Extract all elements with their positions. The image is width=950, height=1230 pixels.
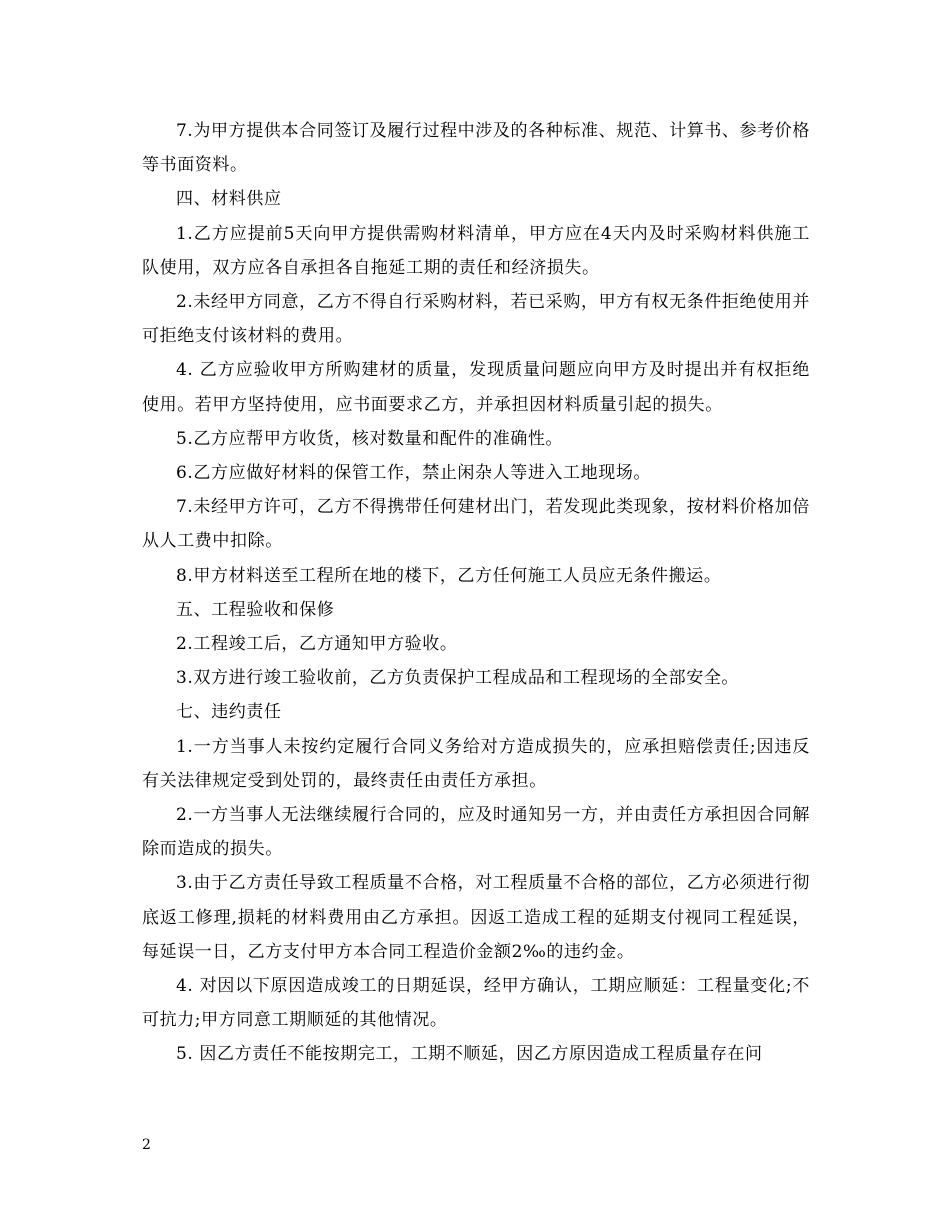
- paragraph-material-transport: 8.甲方材料送至工程所在地的楼下，乙方任何施工人员应无条件搬运。: [176, 565, 722, 586]
- document-body: [142, 114, 810, 1072]
- paragraph-termination: 2.一方当事人无法继续履行合同的，应及时通知另一方，并由责任方承担因合同解除而造成的损失。: [142, 805, 810, 860]
- section-heading-liability: 七、违约责任: [176, 702, 282, 723]
- paragraph-rework: 3.由于乙方责任导致工程质量不合格，对工程质量不合格的部位，乙方必须进行彻底返工修理,损耗的材料费用由乙方承担。因返工造成工程的延期支付视同工程延误，每延误一日，乙方支付甲方本合同工程造价金额2‰的违约金。: [142, 873, 810, 962]
- paragraph-material-storage: 6.乙方应做好材料的保管工作，禁止闲杂人等进入工地现场。: [176, 463, 652, 484]
- paragraph-material-list: 1.乙方应提前5天向甲方提供需购材料清单，甲方应在4天内及时采购材料供施工队使用，双方应各自承担各自拖延工期的责任和经济损失。: [142, 223, 810, 278]
- paragraph-supply-documents: 7.为甲方提供本合同签订及履行过程中涉及的各种标准、规范、计算书、参考价格等书面资料。: [142, 121, 810, 176]
- section-heading-material-supply: 四、材料供应: [176, 189, 282, 210]
- paragraph-completion-notice: 2.工程竣工后，乙方通知甲方验收。: [176, 634, 458, 655]
- paragraph-schedule-extension: 4. 对因以下原因造成竣工的日期延误，经甲方确认，工期应顺延：工程量变化;不可抗力;甲方同意工期顺延的其他情况。: [142, 976, 810, 1031]
- page-number: 2: [142, 1137, 151, 1153]
- paragraph-receive-goods: 5.乙方应帮甲方收货，核对数量和配件的准确性。: [176, 428, 564, 449]
- paragraph-site-protection: 3.双方进行竣工验收前，乙方负责保护工程成品和工程现场的全部安全。: [176, 668, 740, 689]
- paragraph-delay-liability: 5. 因乙方责任不能按期完工，工期不顺延，因乙方原因造成工程质量存在问: [176, 1044, 763, 1065]
- paragraph-quality-inspection: 4. 乙方应验收甲方所购建材的质量，发现质量问题应向甲方及时提出并有权拒绝使用。若甲方坚持使用，应书面要求乙方，并承担因材料质量引起的损失。: [142, 360, 810, 415]
- paragraph-compensation: 1.一方当事人未按约定履行合同义务给对方造成损失的，应承担赔偿责任;因违反有关法律规定受到处罚的，最终责任由责任方承担。: [142, 736, 810, 791]
- paragraph-no-removal: 7.未经甲方许可，乙方不得携带任何建材出门，若发现此类现象，按材料价格加倍从人工费中扣除。: [142, 497, 810, 552]
- section-heading-acceptance-warranty: 五、工程验收和保修: [176, 599, 335, 620]
- paragraph-no-self-purchase: 2.未经甲方同意，乙方不得自行采购材料，若已采购，甲方有权无条件拒绝使用并可拒绝支付该材料的费用。: [142, 292, 810, 347]
